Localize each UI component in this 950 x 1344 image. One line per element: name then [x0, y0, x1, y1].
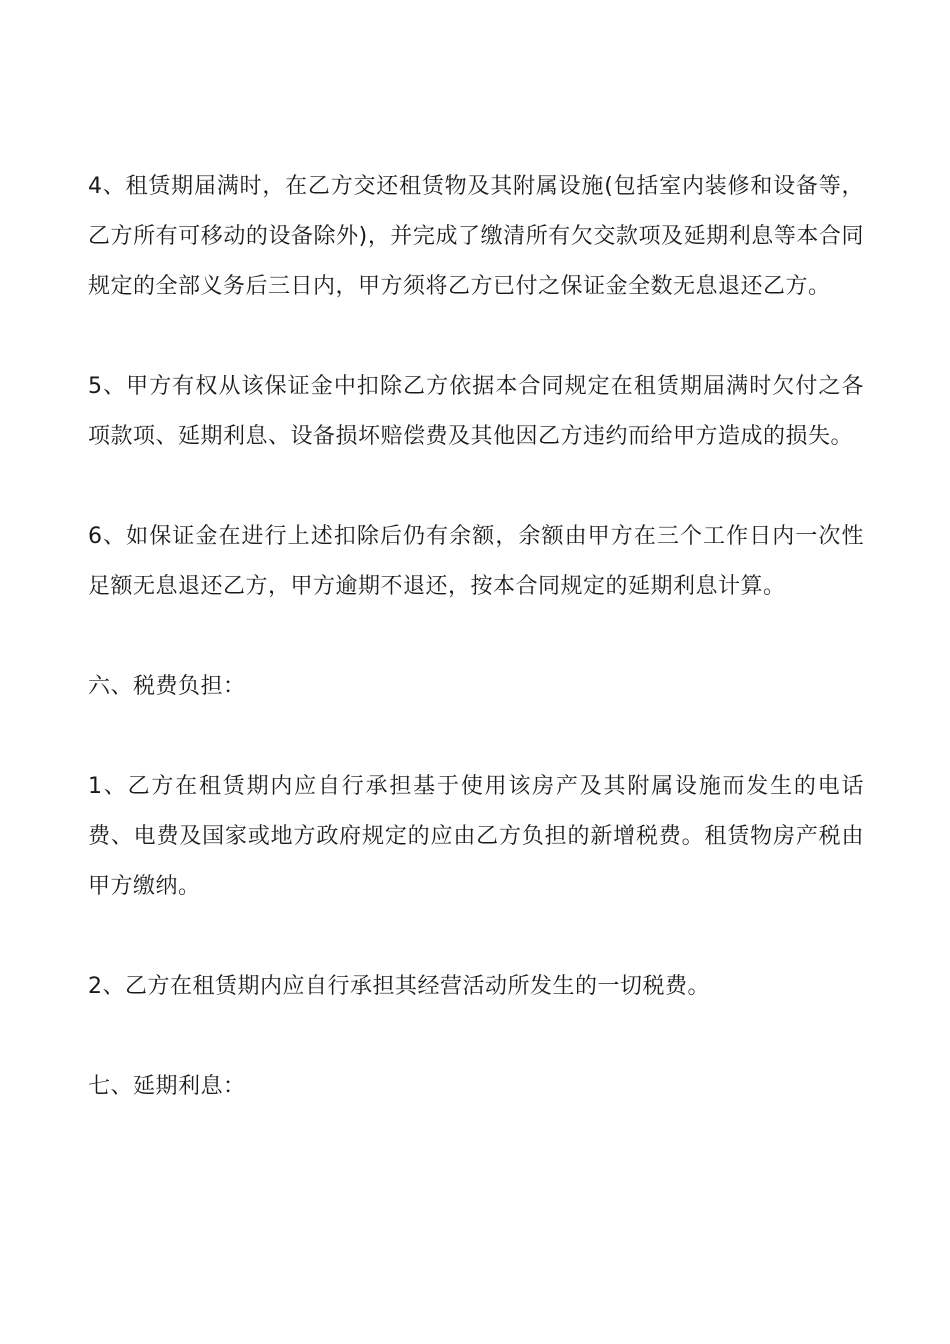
paragraph-spacer — [88, 612, 864, 662]
tax-clause-2: 2、乙方在租赁期内应自行承担其经营活动所发生的一切税费。 — [88, 974, 710, 999]
paragraph-spacer — [88, 1012, 864, 1062]
clause-5-deposit-deduction: 5、甲方有权从该保证金中扣除乙方依据本合同规定在租赁期届满时欠付之各项款项、延期利息、设备损坏赔偿费及其他因乙方违约而给甲方造成的损失。 — [88, 374, 864, 449]
section-heading-tax-burden: 六、税费负担： — [88, 674, 246, 699]
paragraph-spacer — [88, 462, 864, 512]
paragraph-spacer — [88, 312, 864, 362]
clause-4-deposit-refund: 4、租赁期届满时，在乙方交还租赁物及其附属设施(包括室内装修和设备等，乙方所有可移动的设备除外)，并完成了缴清所有欠交款项及延期利息等本合同规定的全部义务后三日内，甲方须将乙方已付之保证金全数无息退还乙方。 — [88, 174, 864, 299]
paragraph-spacer — [88, 712, 864, 762]
tax-clause-1: 1、乙方在租赁期内应自行承担基于使用该房产及其附属设施而发生的电话费、电费及国家或地方政府规定的应由乙方负担的新增税费。租赁物房产税由甲方缴纳。 — [88, 774, 864, 899]
document-body — [88, 162, 864, 1112]
paragraph-spacer — [88, 912, 864, 962]
section-heading-late-interest: 七、延期利息： — [88, 1074, 246, 1099]
clause-6-balance-refund: 6、如保证金在进行上述扣除后仍有余额，余额由甲方在三个工作日内一次性足额无息退还乙方，甲方逾期不退还，按本合同规定的延期利息计算。 — [88, 524, 864, 599]
